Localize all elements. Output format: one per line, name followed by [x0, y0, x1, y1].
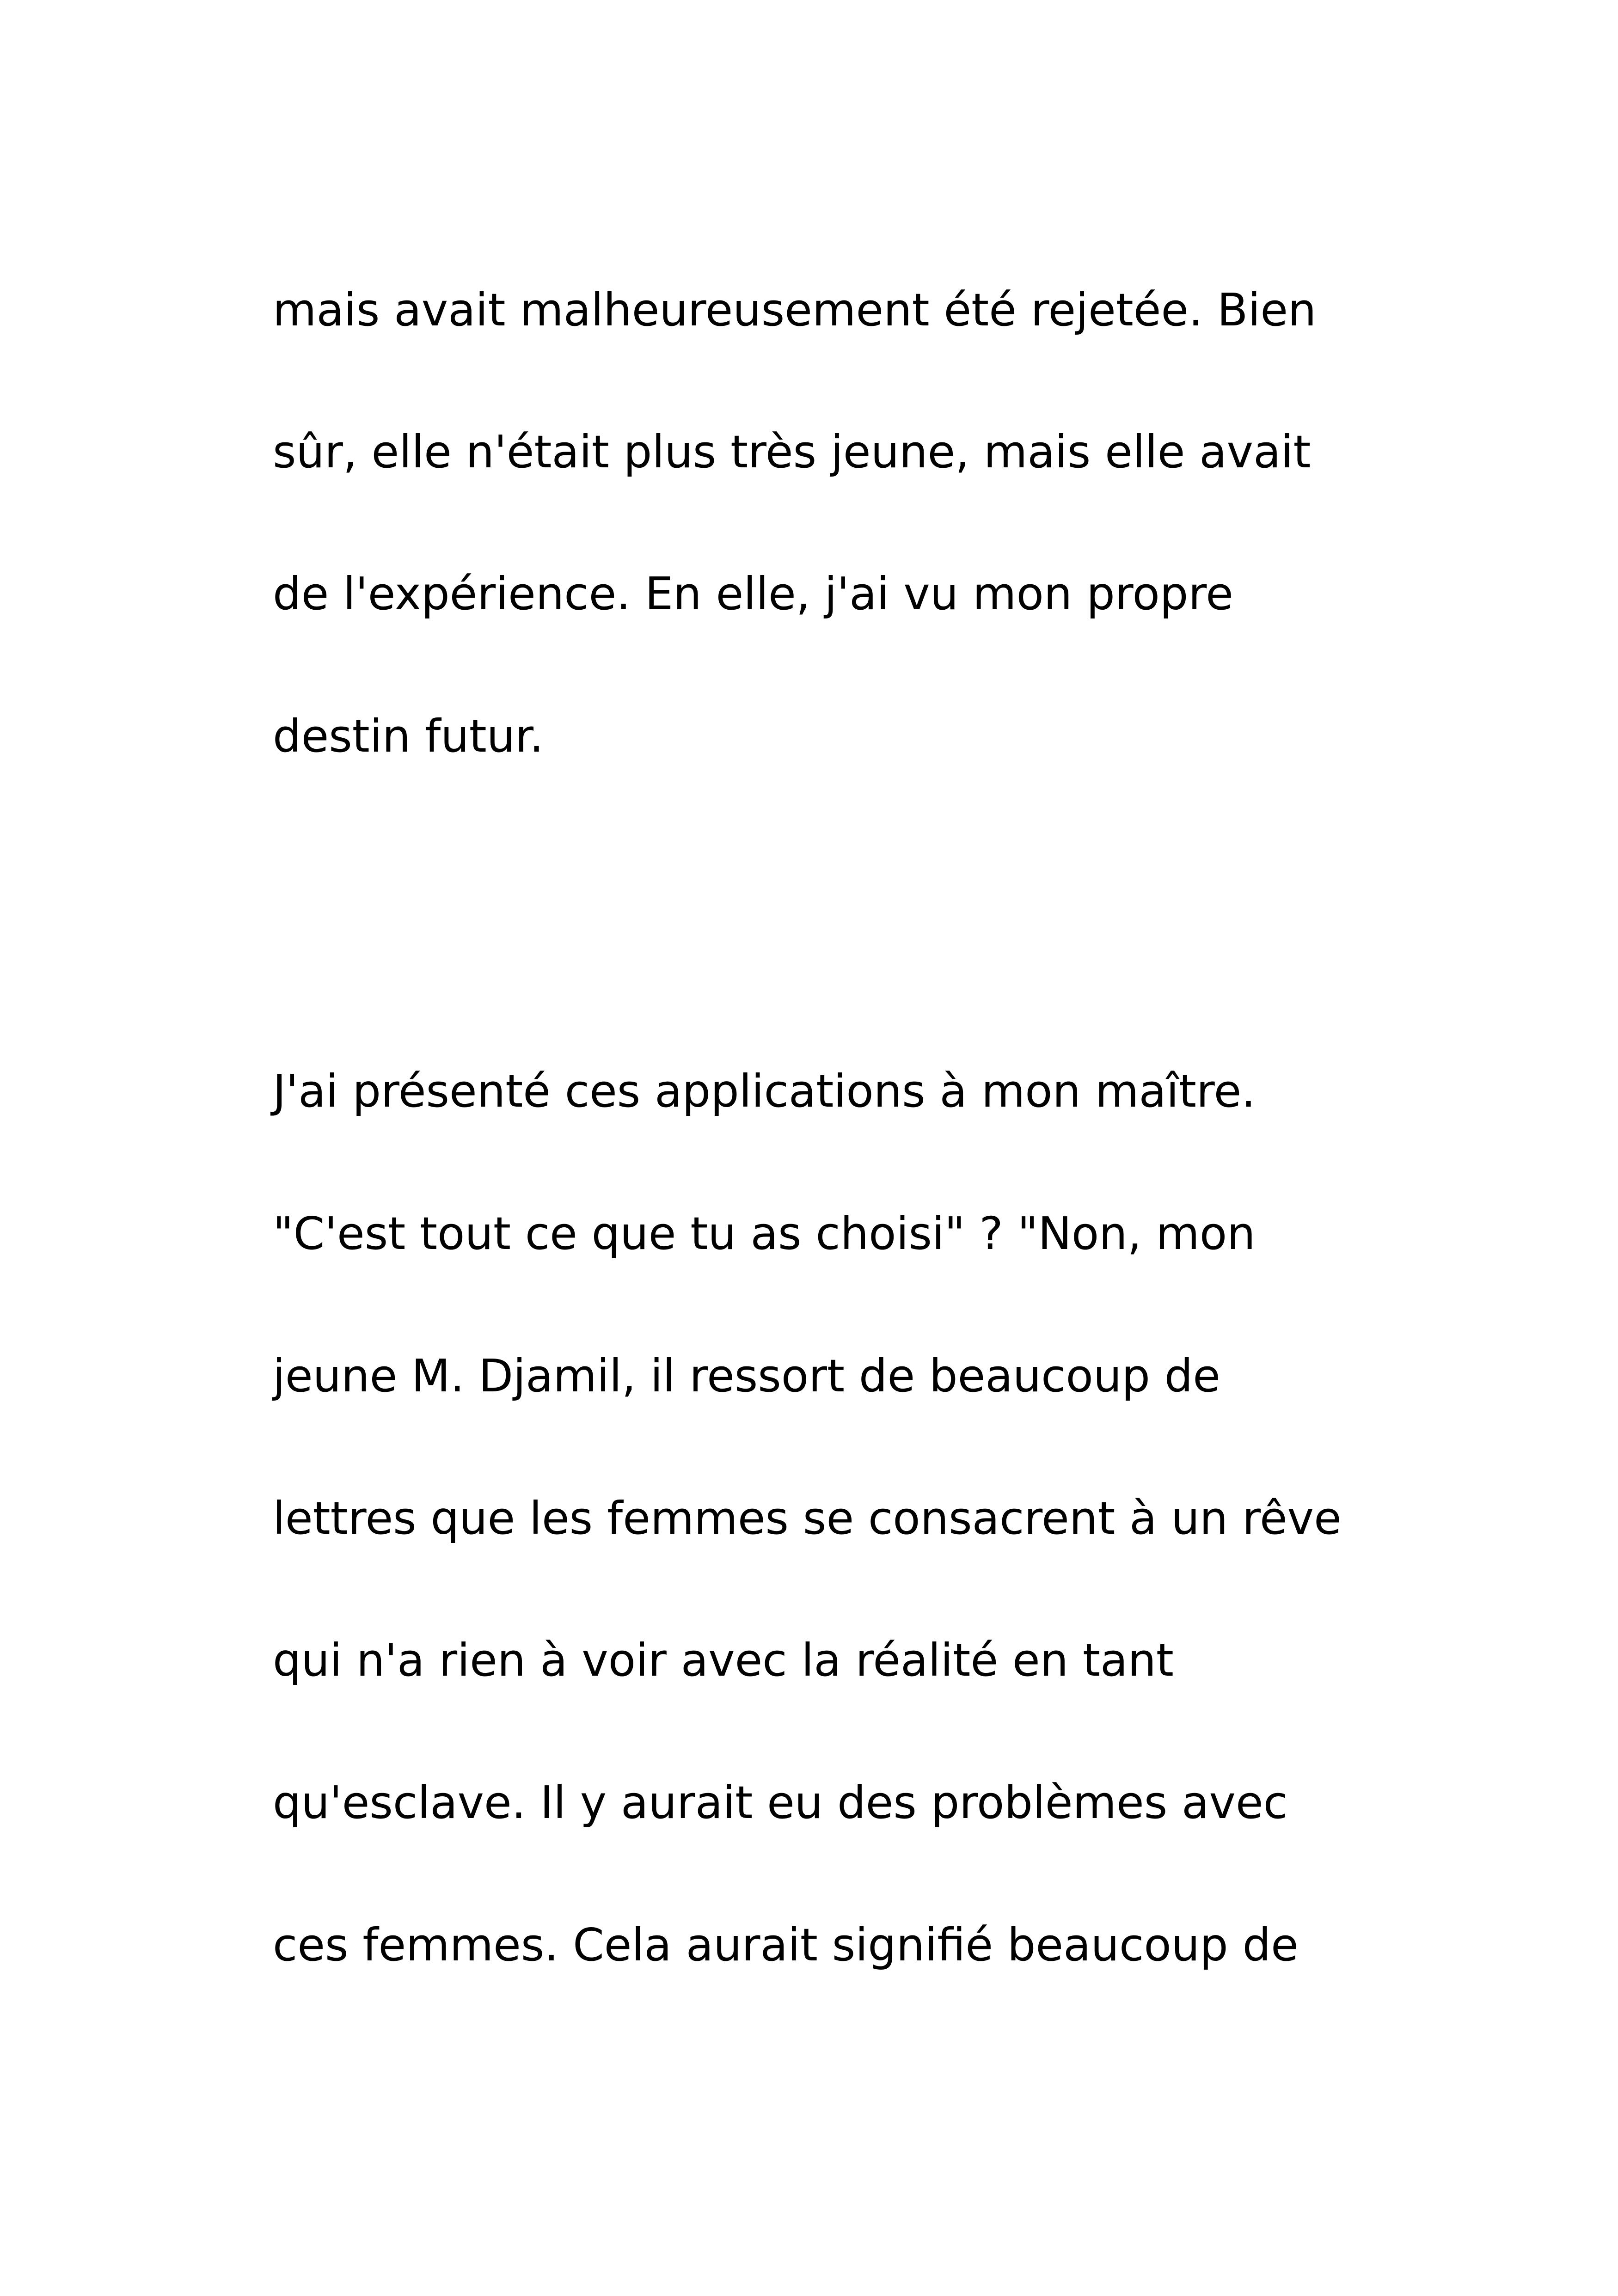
text-line: jeune M. Djamil, il ressort de beaucoup de: [273, 1350, 1220, 1402]
text-line: sûr, elle n'était plus très jeune, mais elle avait: [273, 426, 1311, 478]
text-line: qu'esclave. Il y aurait eu des problèmes avec: [273, 1776, 1288, 1829]
text-line: "C'est tout ce que tu as choisi" ? "Non, mon: [273, 1207, 1256, 1260]
text-line: mais avait malheureusement été rejetée. Bien: [273, 284, 1317, 336]
text-line: ces femmes. Cela aurait signifié beaucoup de: [273, 1919, 1299, 1971]
text-line: J'ai présenté ces applications à mon maître.: [273, 1065, 1256, 1117]
text-line: qui n'a rien à voir avec la réalité en tant: [273, 1634, 1174, 1686]
text-line: de l'expérience. En elle, j'ai vu mon propre: [273, 568, 1233, 620]
text-line: destin futur.: [273, 710, 544, 762]
text-line: lettres que les femmes se consacrent à un rêve: [273, 1492, 1342, 1544]
